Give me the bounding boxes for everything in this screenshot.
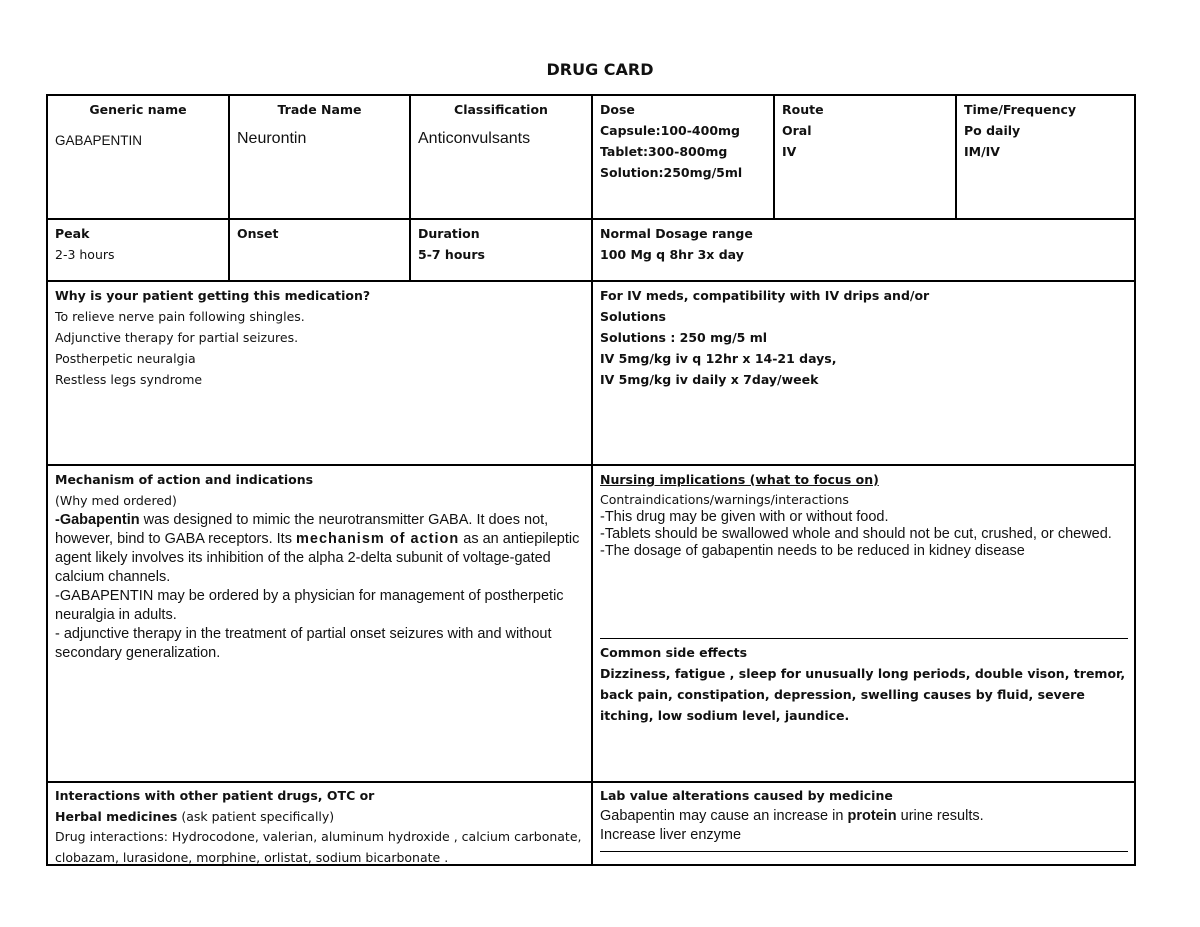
why-cell <box>48 282 593 466</box>
dose-cell <box>593 96 775 220</box>
generic-name-value: GABAPENTIN <box>55 133 143 148</box>
mechanism-why-label: (Why med ordered) <box>55 493 177 508</box>
why-label: Why is your patient getting this medication? <box>55 288 371 303</box>
mechanism-paragraph-2: -GABAPENTIN may be ordered by a physician for management of postherpetic neuralgia in adults. <box>55 588 564 623</box>
lab-divider <box>600 851 1128 852</box>
dose-tablet: Tablet:300-800mg <box>600 144 728 159</box>
normal-dosage-value: 100 Mg q 8hr 3x day <box>600 247 744 262</box>
side-effects-label: Common side effects <box>600 645 748 660</box>
time-po-daily: Po daily <box>964 123 1021 138</box>
nursing-item-2: -Tablets should be swallowed whole and should not be cut, crushed, or chewed. <box>600 526 1112 542</box>
nursing-divider <box>600 638 1128 639</box>
lab-label: Lab value alterations caused by medicine <box>600 788 893 803</box>
duration-label: Duration <box>418 226 480 241</box>
gabapentin-bold: -Gabapentin <box>55 512 140 528</box>
onset-label: Onset <box>237 226 279 241</box>
trade-name-value: Neurontin <box>237 130 307 147</box>
route-oral: Oral <box>782 123 812 138</box>
duration-value: 5-7 hours <box>418 247 485 262</box>
why-line-3: Postherpetic neuralgia <box>55 351 196 366</box>
generic-name-label: Generic name <box>89 102 187 117</box>
mechanism-paragraph-1: -Gabapentin was designed to mimic the neurotransmitter GABA. It does not, however, bind to GABA receptors. Its mechanism of action as an antiepileptic agent likely involves its inhibition of the alpha 2-delta subunit of voltage-gated calcium channels. <box>55 512 580 585</box>
nursing-cell <box>593 466 1134 783</box>
classification-cell <box>411 96 593 220</box>
why-line-1: To relieve nerve pain following shingles. <box>55 309 305 324</box>
generic-name-cell <box>48 96 230 220</box>
iv-compatibility-cell <box>593 282 1134 466</box>
interactions-line-2: Herbal medicines (ask patient specifically) <box>55 808 335 824</box>
peak-value: 2-3 hours <box>55 247 115 262</box>
trade-name-cell <box>230 96 411 220</box>
mechanism-of-action-bold: mechanism of action <box>296 531 460 547</box>
lab-text-2: Increase liver enzyme <box>600 826 742 843</box>
iv-line-5: IV 5mg/kg iv daily x 7day/week <box>600 372 819 387</box>
route-label: Route <box>782 102 824 117</box>
drug-interactions-text: Drug interactions: Hydrocodone, valerian, aluminum hydroxide , calcium carbonate, clobazam, lurasidone, morphine, orlistat, sodium bicarbonate . <box>55 829 582 865</box>
trade-name-label: Trade Name <box>277 102 362 117</box>
lab-values-cell <box>593 783 1134 864</box>
time-frequency-cell <box>957 96 1134 220</box>
why-line-2: Adjunctive therapy for partial seizures. <box>55 330 299 345</box>
classification-value: Anticonvulsants <box>418 130 531 147</box>
iv-line-3: Solutions : 250 mg/5 ml <box>600 330 768 345</box>
peak-cell <box>48 220 230 282</box>
nursing-sub-label: Contraindications/warnings/interactions <box>600 492 849 507</box>
route-cell <box>775 96 957 220</box>
interactions-line-1: Interactions with other patient drugs, OTC or <box>55 788 375 803</box>
interactions-cell <box>48 783 593 864</box>
iv-line-1: For IV meds, compatibility with IV drips and/or <box>600 288 930 303</box>
mechanism-paragraph-3: - adjunctive therapy in the treatment of partial onset seizures with and without secondary generalization. <box>55 626 552 661</box>
nursing-item-1: -This drug may be given with or without food. <box>600 509 889 525</box>
time-im-iv: IM/IV <box>964 144 1000 159</box>
normal-dosage-cell <box>593 220 1134 282</box>
dose-label: Dose <box>600 102 635 117</box>
nursing-label: Nursing implications (what to focus on) <box>600 472 879 487</box>
nursing-item-3: -The dosage of gabapentin needs to be reduced in kidney disease <box>600 543 1025 559</box>
classification-label: Classification <box>454 102 548 117</box>
why-line-4: Restless legs syndrome <box>55 372 203 387</box>
lab-text-1: Gabapentin may cause an increase in protein urine results. <box>600 807 984 824</box>
route-iv: IV <box>782 144 797 159</box>
onset-cell <box>230 220 411 282</box>
dose-capsule: Capsule:100-400mg <box>600 123 741 138</box>
dose-solution: Solution:250mg/5ml <box>600 165 743 180</box>
iv-line-2: Solutions <box>600 309 666 324</box>
drug-card-table <box>46 94 1136 866</box>
normal-dosage-label: Normal Dosage range <box>600 226 753 241</box>
time-frequency-label: Time/Frequency <box>964 102 1077 117</box>
side-effects-text: Dizziness, fatigue , sleep for unusually long periods, double vison, tremor, back pain, constipation, depression, swelling causes by fluid, severe itching, low sodium level, jaundice. <box>600 666 1126 723</box>
peak-label: Peak <box>55 226 90 241</box>
mechanism-cell <box>48 466 593 783</box>
mechanism-label: Mechanism of action and indications <box>55 472 314 487</box>
duration-cell <box>411 220 593 282</box>
iv-line-4: IV 5mg/kg iv q 12hr x 14-21 days, <box>600 351 837 366</box>
page-title: DRUG CARD <box>546 60 654 79</box>
